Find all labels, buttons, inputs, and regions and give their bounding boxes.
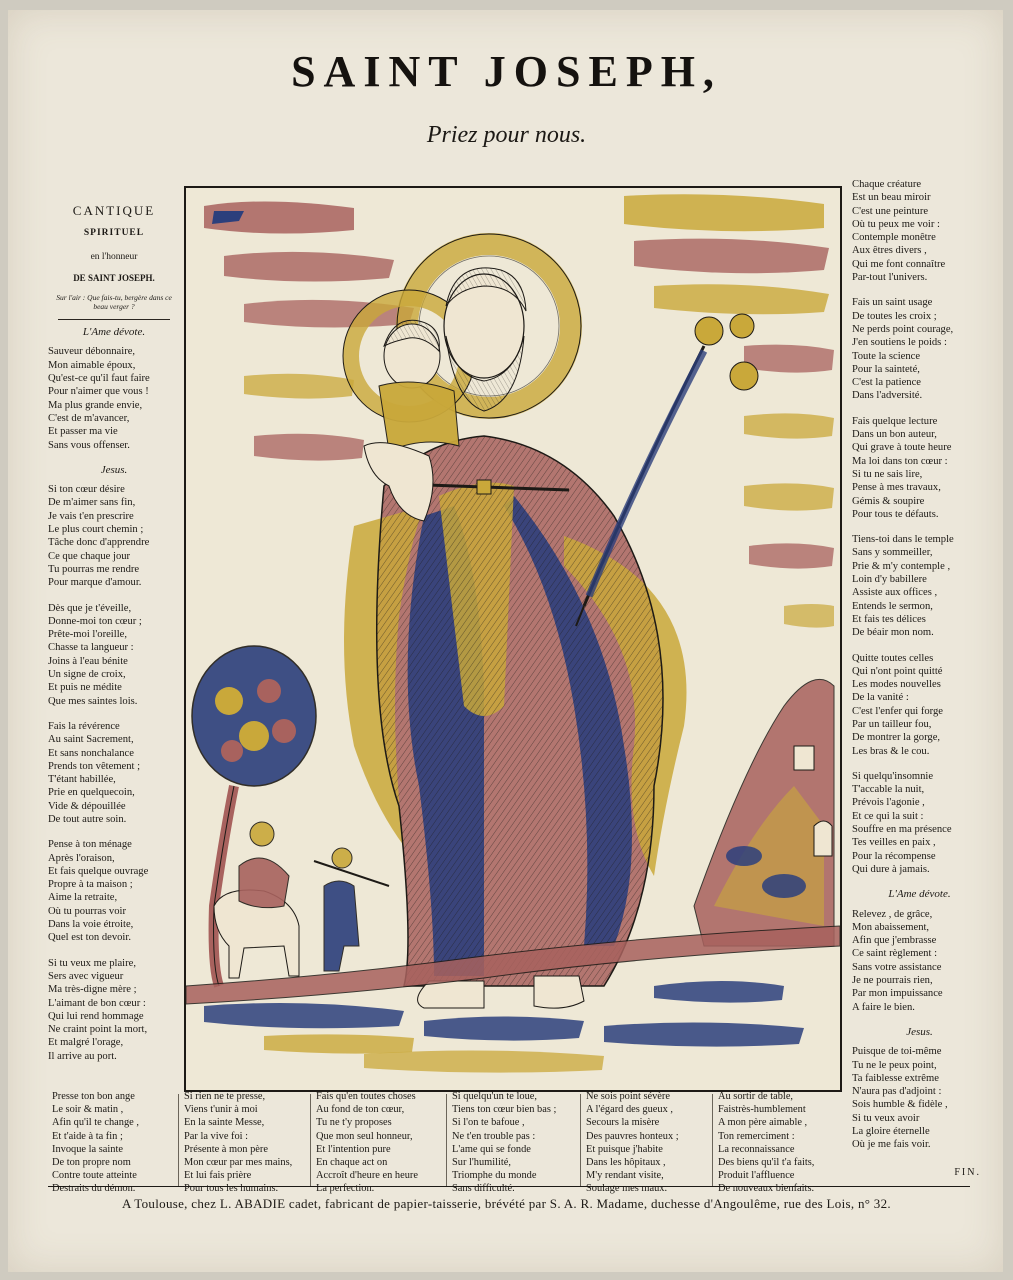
saint-joseph-woodcut-illustration	[184, 186, 842, 1092]
stanza: Fais la révérence Au saint Sacrement, Et sans nonchalance Prends ton vêtement ; T'étant habillée, Prie en quelquecoin, Vide & dépouillée De tout autre soin.	[48, 720, 141, 825]
right-column	[852, 178, 987, 1179]
divider	[58, 319, 170, 320]
column-rule	[178, 1094, 179, 1186]
column-rule	[712, 1094, 713, 1186]
stanza: Si ton cœur désire De m'aimer sans fin, Je vais t'en prescrire Le plus court chemin ; Tâche donc d'apprendre Ce que chaque jour Tu pourras me rendre Pour marque d'amour.	[48, 484, 150, 589]
stanza: Si tu veux me plaire, Sers avec vigueur Ma très-digne mère ; L'aimant de bon cœur : Qui lui rend hommage Ne craint point la mort, Et malgré l'orage, Il arrive au port.	[48, 957, 148, 1062]
stanza: Fais un saint usage De toutes les croix ; Ne perds point courage, J'en soutiens le poids : Toute la science Pour la sainteté, C'est la patience Dans l'adversité.	[852, 297, 954, 402]
bottom-stanza-3: Fais qu'en toutes choses Au fond de ton cœur, Tu ne t'y proposes Que mon seul honneur, Et l'intention pure En chaque act on Accroît d'heure en heure La perfection.	[316, 1091, 418, 1195]
printer-imprint: A Toulouse, chez L. ABADIE cadet, fabricant de papier-taisserie, brévété par S. A. R. Madame, duchesse d'Angoulême, rue des Lois, n° 32.	[122, 1196, 891, 1211]
stanza: Dès que je t'éveille, Donne-moi ton cœur ; Prête-moi l'oreille, Chasse ta langueur : Joins à l'eau bénite Un signe de croix, Et puis ne médite Que mes saintes lois.	[48, 602, 142, 707]
cantique-heading: CANTIQUE	[72, 203, 156, 218]
bottom-stanza-2: Si rien ne te presse, Viens t'unir à moi En la sainte Messe, Par la vive foi : Présente à mon père Mon cœur par mes mains, Et lui fais prière Pour tous les humains.	[184, 1091, 293, 1195]
stanza: Fais quelque lecture Dans un bon auteur, Qui grave à toute heure Ma loi dans ton cœur : Si tu ne sais lire, Pense à mes travaux, Gémis & soupire Pour tous te défauts.	[852, 415, 952, 520]
stanza-heading: L'Ame dévote.	[888, 888, 951, 901]
spirituel-heading: SPIRITUEL	[83, 228, 145, 239]
stanza-heading: Jesus.	[906, 1025, 933, 1038]
page-subtitle: Priez pour nous.	[426, 122, 587, 148]
honneur-line: en l'honneur	[90, 251, 138, 262]
bottom-stanza-4: Si quelqu'un te loue, Tiens ton cœur bien bas ; Si l'on te bafoue , Ne t'en trouble pas : L'ame qui se fonde Sur l'humilité, Triomphe du monde Sans difficulté.	[452, 1091, 557, 1195]
stanza: Sauveur débonnaire, Mon aimable époux, Qu'est-ce qu'il faut faire Pour n'aimer que vous ! Ma plus grande envie, C'est de m'avancer, Et passer ma vie Sans vous offenser.	[48, 346, 150, 451]
fin-mark: FIN.	[954, 1166, 981, 1178]
air-line: Sur l'air : Que fais-tu, bergère dans ce beau verger ?	[56, 293, 172, 312]
footer-rule	[48, 1186, 970, 1187]
left-column	[48, 204, 180, 1075]
saint-joseph-line: DE SAINT JOSEPH.	[73, 272, 155, 283]
bottom-stanza-1: Presse ton bon ange Le soir & matin , Afin qu'il te change , Et t'aide à ta fin ; Invoque la sainte De ton propre nom Contre toute atteinte Destraits du démon.	[52, 1091, 139, 1195]
bottom-stanza-5: Ne sois point sévère A l'égard des gueux , Secours la misère Des pauvres honteux ; Et puisque j'habite Dans les hôpitaux , M'y rendant visite, Soulage mes maux.	[586, 1091, 679, 1195]
stanza: Si quelqu'insomnie T'accable la nuit, Prévois l'agonie , Et ce qui la suit : Souffre en ma présence Tes veilles en paix , Pour la récompense Qui dure à jamais.	[852, 770, 952, 875]
column-rule	[446, 1094, 447, 1186]
stanza: Tiens-toi dans le temple Sans y sommeiller, Prie & m'y contemple , Loin d'y babillere Assiste aux offices , Entends le sermon, Et fais tes délices De béair mon nom.	[852, 534, 954, 639]
column-rule	[310, 1094, 311, 1186]
stanza: Quitte toutes celles Qui n'ont point quitté Les modes nouvelles De la vanité : C'est l'enfer qui forge Par un tailleur fou, De montrer la gorge, Les bras & le cou.	[852, 652, 943, 757]
page-title: SAINT JOSEPH,	[291, 47, 722, 96]
stanza-heading: L'Ame dévote.	[82, 326, 146, 339]
column-rule	[580, 1094, 581, 1186]
stanza: Chaque créature Est un beau miroir C'est une peinture Où tu peux me voir : Contemple monêtre Aux êtres divers , Qui me font connaître Par-tout l'univers.	[852, 179, 946, 284]
bottom-stanza-6: Au sortir de table, Faistrès-humblement A mon père aimable , Ton remerciment : La reconnaissance Des biens qu'il t'a faits, Produit l'affluence De nouveaux bienfaits.	[718, 1091, 815, 1195]
stanza: Relevez , de grâce, Mon abaissement, Afin que j'embrasse Ce saint règlement : Sans votre assistance Je ne pourrais rien, Par mon impuissance A faire le bien.	[852, 908, 943, 1013]
stanza-heading: Jesus.	[100, 463, 128, 476]
stanza: Pense à ton ménage Après l'oraison, Et fais quelque ouvrage Propre à ta maison ; Aime la retraite, Où tu pourras voir Dans la voie étroite, Quel est ton devoir.	[48, 839, 149, 944]
stanza: Puisque de toi-même Tu ne le peux point, Ta faiblesse extrême N'aura pas d'adjoint : Sois humble & fidèle , Si tu veux avoir La gloire éternelle Où je me fais voir.	[852, 1046, 948, 1151]
